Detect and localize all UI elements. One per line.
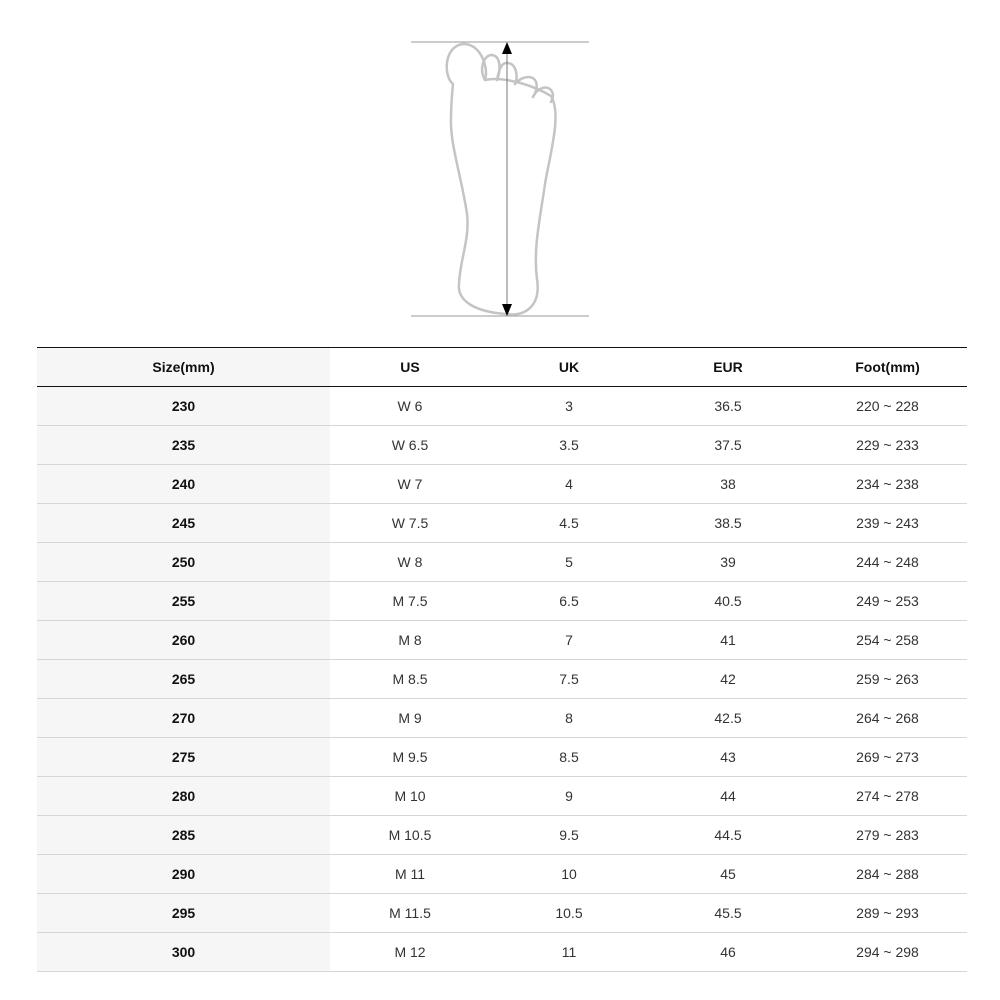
table-row xyxy=(37,816,967,855)
foot-length-measure-icon xyxy=(405,34,595,324)
cell-foot: 294 ~ 298 xyxy=(856,944,919,960)
cell-size: 300 xyxy=(37,933,330,972)
cell-eur: 37.5 xyxy=(714,437,742,453)
table-row xyxy=(37,660,967,699)
cell-us: W 7 xyxy=(397,476,423,492)
header-row xyxy=(37,348,967,387)
cell-foot: 244 ~ 248 xyxy=(856,554,919,570)
cell-foot: 229 ~ 233 xyxy=(856,437,919,453)
cell-size: 260 xyxy=(37,621,330,660)
cell-uk: 3 xyxy=(565,398,573,414)
table-row xyxy=(37,738,967,777)
size-chart-table xyxy=(37,347,967,972)
cell-uk: 6.5 xyxy=(559,593,579,609)
cell-foot: 289 ~ 293 xyxy=(856,905,919,921)
cell-uk: 11 xyxy=(561,944,577,960)
table-body xyxy=(37,387,967,972)
cell-size: 245 xyxy=(37,504,330,543)
arrow-up-icon xyxy=(502,42,512,54)
cell-us: M 11 xyxy=(394,866,426,882)
cell-foot: 269 ~ 273 xyxy=(856,749,919,765)
cell-us: M 12 xyxy=(394,944,426,960)
cell-us: W 6.5 xyxy=(391,437,429,453)
cell-uk: 9.5 xyxy=(559,827,579,843)
cell-foot: 259 ~ 263 xyxy=(856,671,919,687)
cell-eur: 42 xyxy=(720,671,736,687)
cell-us: W 8 xyxy=(397,554,423,570)
cell-foot: 254 ~ 258 xyxy=(856,632,919,648)
cell-uk: 10 xyxy=(561,866,577,882)
cell-foot: 264 ~ 268 xyxy=(856,710,919,726)
cell-size: 290 xyxy=(37,855,330,894)
table-row xyxy=(37,426,967,465)
cell-size: 280 xyxy=(37,777,330,816)
header-uk: UK xyxy=(558,359,580,375)
cell-size: 275 xyxy=(37,738,330,777)
cell-uk: 10.5 xyxy=(555,905,583,921)
table-row xyxy=(37,894,967,933)
cell-uk: 3.5 xyxy=(559,437,579,453)
cell-us: M 11.5 xyxy=(389,905,431,921)
foot-outline xyxy=(447,44,556,314)
cell-size: 265 xyxy=(37,660,330,699)
table-row xyxy=(37,582,967,621)
table-row xyxy=(37,933,967,972)
cell-uk: 7.5 xyxy=(559,671,579,687)
cell-uk: 8.5 xyxy=(559,749,579,765)
table-row xyxy=(37,387,967,426)
header-eur: EUR xyxy=(713,359,743,375)
cell-eur: 43 xyxy=(720,749,736,765)
cell-foot: 274 ~ 278 xyxy=(856,788,919,804)
cell-us: M 9 xyxy=(398,710,422,726)
table-row xyxy=(37,504,967,543)
cell-uk: 4 xyxy=(565,476,573,492)
cell-us: W 6 xyxy=(397,398,423,414)
cell-eur: 36.5 xyxy=(714,398,742,414)
table-header xyxy=(37,348,967,387)
cell-uk: 8 xyxy=(565,710,573,726)
table-row xyxy=(37,777,967,816)
header-size: Size(mm) xyxy=(37,348,330,387)
table-row xyxy=(37,699,967,738)
cell-eur: 42.5 xyxy=(714,710,742,726)
cell-uk: 5 xyxy=(565,554,573,570)
cell-size: 230 xyxy=(37,387,330,426)
cell-us: M 8 xyxy=(398,632,422,648)
cell-us: M 7.5 xyxy=(392,593,428,609)
cell-eur: 38.5 xyxy=(714,515,742,531)
cell-eur: 44.5 xyxy=(714,827,742,843)
cell-foot: 249 ~ 253 xyxy=(856,593,919,609)
table-row xyxy=(37,465,967,504)
cell-us: M 10 xyxy=(394,788,426,804)
table-row xyxy=(37,855,967,894)
cell-foot: 279 ~ 283 xyxy=(856,827,919,843)
table-row xyxy=(37,621,967,660)
cell-eur: 41 xyxy=(720,632,736,648)
cell-size: 235 xyxy=(37,426,330,465)
cell-uk: 4.5 xyxy=(559,515,579,531)
cell-us: W 7.5 xyxy=(391,515,429,531)
cell-uk: 9 xyxy=(565,788,573,804)
header-us: US xyxy=(400,359,420,375)
cell-size: 250 xyxy=(37,543,330,582)
cell-size: 240 xyxy=(37,465,330,504)
foot-measure-diagram xyxy=(405,34,595,324)
cell-eur: 38 xyxy=(720,476,736,492)
table-row xyxy=(37,543,967,582)
cell-size: 255 xyxy=(37,582,330,621)
cell-foot: 284 ~ 288 xyxy=(856,866,919,882)
cell-foot: 239 ~ 243 xyxy=(856,515,919,531)
cell-uk: 7 xyxy=(565,632,573,648)
cell-eur: 44 xyxy=(720,788,736,804)
cell-size: 285 xyxy=(37,816,330,855)
cell-us: M 10.5 xyxy=(388,827,432,843)
header-foot: Foot(mm) xyxy=(855,359,920,375)
cell-eur: 46 xyxy=(720,944,736,960)
cell-eur: 45 xyxy=(720,866,736,882)
cell-eur: 40.5 xyxy=(714,593,742,609)
cell-size: 295 xyxy=(37,894,330,933)
cell-eur: 39 xyxy=(720,554,736,570)
cell-eur: 45.5 xyxy=(714,905,742,921)
cell-us: M 9.5 xyxy=(392,749,428,765)
cell-size: 270 xyxy=(37,699,330,738)
cell-foot: 220 ~ 228 xyxy=(856,398,919,414)
cell-us: M 8.5 xyxy=(392,671,428,687)
cell-foot: 234 ~ 238 xyxy=(856,476,919,492)
